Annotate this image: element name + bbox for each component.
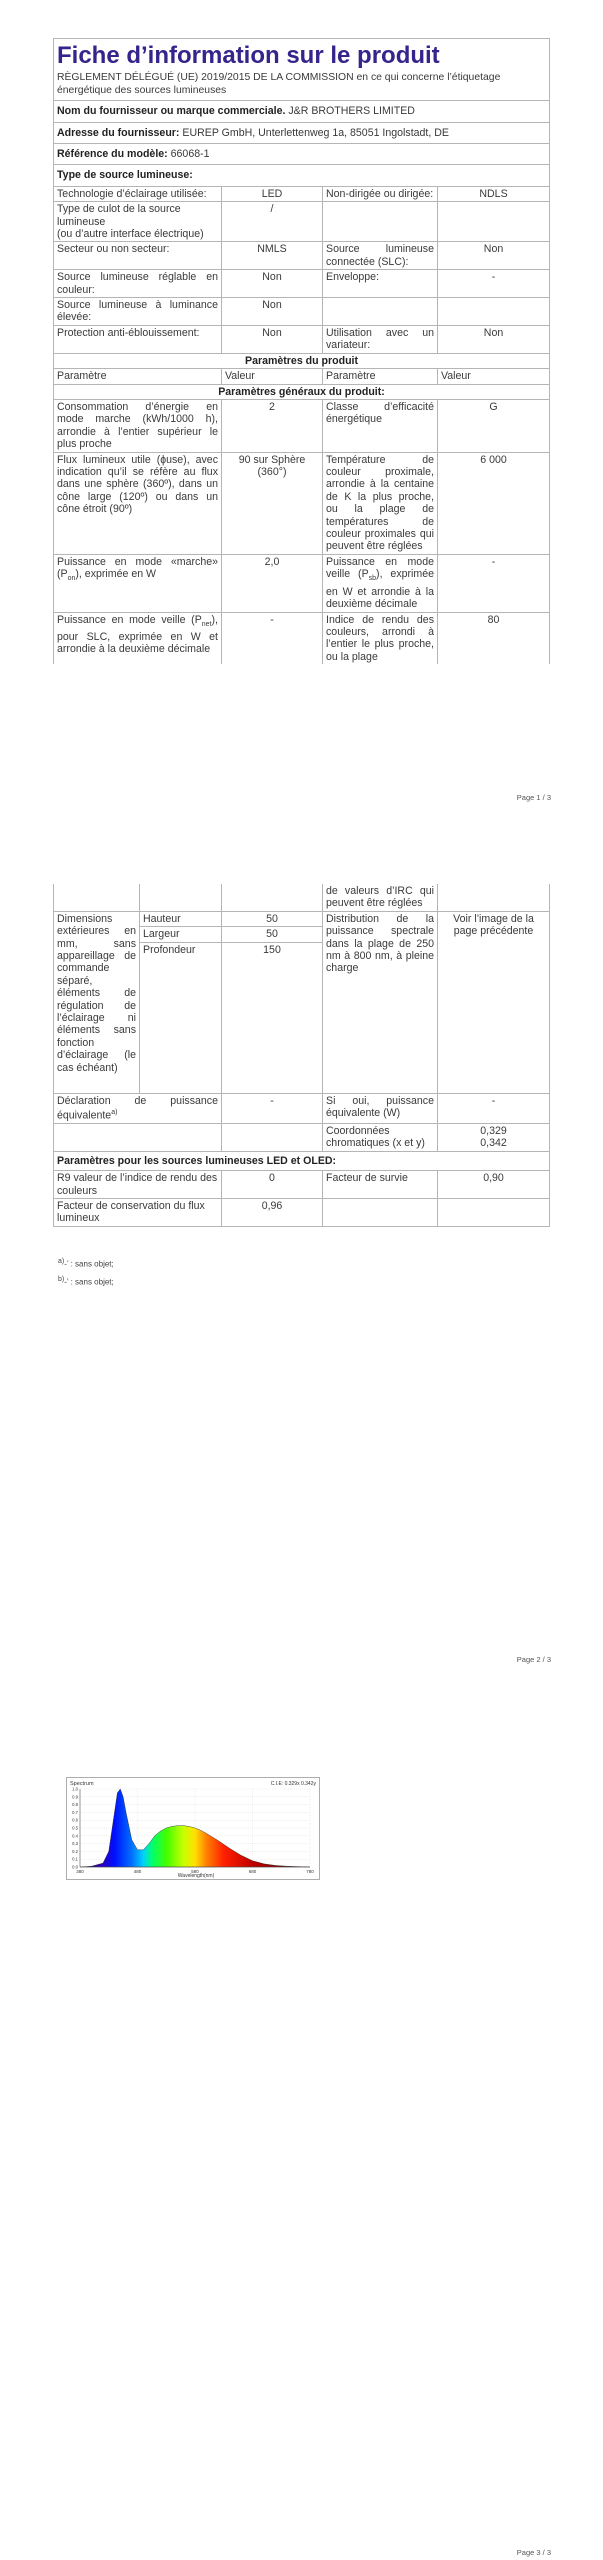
connected-value: Non xyxy=(438,242,550,270)
cap-value: / xyxy=(222,202,323,242)
depth-label: Profondeur xyxy=(140,942,222,1093)
col-param-2: Paramètre xyxy=(323,369,438,384)
supplier-label: Nom du fournisseur ou marque commerciale. xyxy=(57,105,286,118)
efficiency-class-label: Classe d’efficacité énergétique xyxy=(323,399,438,452)
page-number: Page 2 / 3 xyxy=(516,1655,551,1664)
power-on-sub: on xyxy=(67,575,76,583)
col-value-1: Valeur xyxy=(222,369,323,384)
cri-label-part-2: de valeurs d’IRC qui peuvent être réglées xyxy=(323,884,438,911)
chart-x-label: Wavelength(nm) xyxy=(177,1873,215,1879)
address-value: EUREP GmbH, Unterlettenweg 1a, 85051 Ingolstadt, DE xyxy=(182,126,449,139)
tech-label: Technologie d’éclairage utilisée: xyxy=(54,186,222,201)
y-tick-label: 0.5 xyxy=(72,1825,78,1831)
empty-cell xyxy=(54,1123,222,1151)
colour-tunable-value: Non xyxy=(222,270,323,298)
envelope-value: - xyxy=(438,270,550,298)
power-on-label-b: ), exprimée en W xyxy=(75,568,157,581)
page-number: Page 3 / 3 xyxy=(516,2548,551,2557)
height-label: Hauteur xyxy=(140,911,222,926)
nondirected-value: NDLS xyxy=(438,186,550,201)
efficiency-class-value: G xyxy=(438,399,550,452)
empty-cell xyxy=(323,298,438,326)
empty-cell xyxy=(222,1123,323,1151)
dimensions-label: Dimensions extérieures en mm, sans appareillage de commande séparé, éléments de régulation de l’éclairage ni éléments sans fonction d’éclairage (le cas échéant) xyxy=(54,911,140,1093)
supplier-row xyxy=(54,101,550,122)
supplier-value: J&R BROTHERS LIMITED xyxy=(288,105,415,118)
flux-value: 90 sur Sphère (360°) xyxy=(222,452,323,554)
header-cell xyxy=(54,39,550,101)
x-tick-label: 580 xyxy=(191,1869,199,1874)
survival-value: 0,90 xyxy=(438,1171,550,1199)
address-label: Adresse du fournisseur: xyxy=(57,126,180,139)
col-param-1: Paramètre xyxy=(54,369,222,384)
product-info-table-part-1 xyxy=(53,38,550,664)
y-tick-label: 0.6 xyxy=(72,1817,78,1823)
high-luminance-label: Source lumineuse à luminance élevée: xyxy=(54,298,222,326)
spectrum-chart xyxy=(66,1777,320,1880)
footnote-b xyxy=(58,1276,114,1287)
standby-sub: sb xyxy=(368,575,377,583)
net-standby-label-a: Puissance en mode veille (P xyxy=(57,613,202,626)
nondirected-label: Non-dirigée ou dirigée: xyxy=(323,186,438,201)
page-number: Page 1 / 3 xyxy=(516,793,551,802)
power-on-value: 2,0 xyxy=(222,554,323,612)
x-tick-label: 680 xyxy=(248,1869,257,1874)
page-1 xyxy=(0,0,603,820)
glare-label: Protection anti-éblouissement: xyxy=(54,325,222,353)
product-info-table-part-2 xyxy=(53,884,550,1227)
glare-value: Non xyxy=(222,325,323,353)
dimmable-value: Non xyxy=(438,325,550,353)
footnote-a-text: -’ : sans objet; xyxy=(64,1259,114,1269)
cri-label-part-1: Indice de rendu des couleurs, arrondi à l’entier le plus proche, ou la plage xyxy=(323,612,438,664)
chroma-label: Coordonnées chromatiques (x et y) xyxy=(323,1123,438,1151)
x-tick-label: 380 xyxy=(76,1869,84,1874)
footnote-a xyxy=(58,1258,114,1269)
r9-label: R9 valeur de l’indice de rendu des couleurs xyxy=(54,1171,222,1199)
page-2 xyxy=(0,860,603,1680)
footnote-b-marker: b) xyxy=(58,1276,65,1283)
cct-label: Température de couleur proximale, arrondie à la centaine de K la plus proche, ou la plage de températures de couleur proximales qui peuvent être réglées xyxy=(323,452,438,554)
energy-label: Consommation d’énergie en mode marche (kWh/1000 h), arrondie à l’entier supérieur le plus proche xyxy=(54,399,222,452)
chart-subtitle: C.I.E: 0.329x 0.342y xyxy=(270,1781,316,1787)
y-tick-label: 0.1 xyxy=(72,1856,78,1862)
y-tick-label: 0.4 xyxy=(72,1833,78,1839)
equiv-footnote-ref: a) xyxy=(111,1109,118,1117)
footnote-b-text: -’ : sans objet; xyxy=(64,1277,114,1287)
equiv-label-text: Déclaration de puissance équivalente xyxy=(57,1094,218,1122)
footnote-a-marker: a) xyxy=(58,1258,65,1265)
y-tick-label: 0.0 xyxy=(72,1864,78,1870)
power-on-label xyxy=(54,554,222,612)
lumen-maintenance-value: 0,96 xyxy=(222,1199,323,1227)
empty-cell xyxy=(438,1199,550,1227)
cap-label-line-2: (ou d’autre interface électrique) xyxy=(57,228,204,241)
y-tick-label: 1.0 xyxy=(72,1786,78,1792)
cct-value: 6 000 xyxy=(438,452,550,554)
standby-label xyxy=(323,554,438,612)
energy-value: 2 xyxy=(222,399,323,452)
equiv-w-value: - xyxy=(438,1093,550,1123)
net-standby-label xyxy=(54,612,222,664)
empty-cell xyxy=(438,298,550,326)
high-luminance-value: Non xyxy=(222,298,323,326)
regulation-text: RÈGLEMENT DÉLÉGUÉ (UE) 2019/2015 DE LA COMMISSION en ce qui concerne l’étiquetage énergétique des sources lumineuses xyxy=(57,72,501,96)
height-value: 50 xyxy=(222,911,323,926)
model-label: Référence du modèle: xyxy=(57,148,168,160)
chroma-x: 0,329 xyxy=(480,1124,507,1137)
chroma-y: 0,342 xyxy=(480,1137,507,1150)
y-tick-label: 0.7 xyxy=(72,1809,78,1815)
net-standby-value: - xyxy=(222,612,323,664)
envelope-label: Enveloppe: xyxy=(323,270,438,298)
empty-cell xyxy=(438,884,550,911)
depth-value: 150 xyxy=(222,942,323,1093)
empty-cell xyxy=(323,1199,438,1227)
general-header: Paramètres généraux du produit: xyxy=(54,384,550,399)
colour-tunable-label: Source lumineuse réglable en couleur: xyxy=(54,270,222,298)
page-title: Fiche d’information sur le produit xyxy=(57,42,440,69)
col-value-2: Valeur xyxy=(438,369,550,384)
empty-cell xyxy=(438,202,550,242)
cri-value: 80 xyxy=(438,612,550,664)
tech-value: LED xyxy=(222,186,323,201)
standby-label-a: Puissance en mode veille (P xyxy=(326,555,434,581)
width-value: 50 xyxy=(222,927,323,942)
standby-value: - xyxy=(438,554,550,612)
equiv-w-label: Si oui, puissance équivalente (W) xyxy=(323,1093,438,1123)
net-standby-label-b: ), pour SLC, exprimée en W et arrondie à la deuxième décimale xyxy=(57,613,218,656)
standby-label-b: ), exprimée en W et arrondie à la deuxième décimale xyxy=(326,568,434,611)
net-standby-sub: net xyxy=(201,620,212,628)
spd-value: Voir l’image de la page précédente xyxy=(438,911,550,1093)
params-header: Paramètres du produit xyxy=(54,353,550,368)
flux-label: Flux lumineux utile (ɸuse), avec indication qu’il se réfère au flux dans une sphère (360º), dans un cône large (120º) ou dans un cône étroit (90º) xyxy=(54,452,222,554)
model-value: 66068-1 xyxy=(170,148,210,160)
cap-label-line-1: Type de culot de la source lumineuse xyxy=(57,203,181,228)
y-tick-label: 0.2 xyxy=(72,1848,78,1854)
dimmable-label: Utilisation avec un variateur: xyxy=(323,325,438,353)
mains-value: NMLS xyxy=(222,242,323,270)
cap-label xyxy=(54,202,222,242)
survival-label: Facteur de survie xyxy=(323,1171,438,1199)
y-tick-label: 0.9 xyxy=(72,1794,78,1800)
equiv-value: - xyxy=(222,1093,323,1123)
y-tick-label: 0.8 xyxy=(72,1802,78,1808)
lumen-maintenance-label: Facteur de conservation du flux lumineux xyxy=(54,1199,222,1227)
empty-cell xyxy=(323,202,438,242)
model-row xyxy=(54,144,550,165)
y-tick-label: 0.3 xyxy=(72,1841,78,1847)
led-params-header: Paramètres pour les sources lumineuses LED et OLED: xyxy=(54,1151,550,1170)
mains-label: Secteur ou non secteur: xyxy=(54,242,222,270)
r9-value: 0 xyxy=(222,1171,323,1199)
source-type-header: Type de source lumineuse: xyxy=(54,165,550,186)
chroma-value xyxy=(438,1123,550,1151)
x-tick-label: 780 xyxy=(306,1869,314,1874)
x-tick-label: 480 xyxy=(133,1869,142,1874)
spd-label: Distribution de la puissance spectrale dans la plage de 250 nm à 800 nm, à pleine charge xyxy=(323,911,438,1093)
empty-cell xyxy=(140,884,222,911)
empty-cell xyxy=(54,884,140,911)
equiv-label xyxy=(54,1093,222,1123)
chart-title: Spectrum xyxy=(70,1781,94,1787)
address-row xyxy=(54,122,550,143)
connected-label: Source lumineuse connectée (SLC): xyxy=(323,242,438,270)
power-on-label-a: Puissance en mode «marche» (P xyxy=(57,555,218,581)
empty-cell xyxy=(222,884,323,911)
width-label: Largeur xyxy=(140,927,222,942)
